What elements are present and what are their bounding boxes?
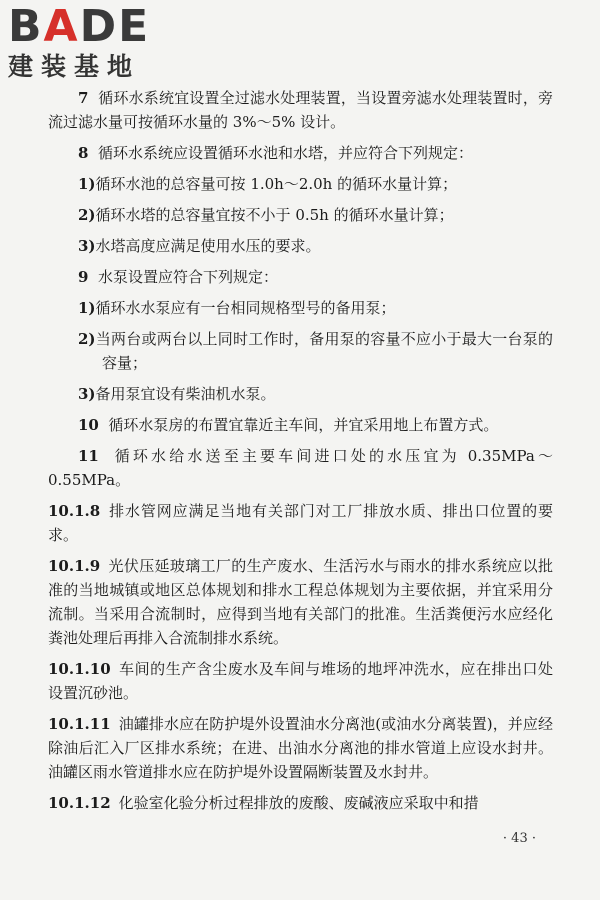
logo-subtitle: 建装基地 xyxy=(8,52,141,81)
list-item: 3)备用泵宜设有柴油机水泵。 xyxy=(78,385,276,403)
logo-wordmark: BADE xyxy=(8,1,151,52)
section-10-1-11: 10.1.11 油罐排水应在防护堤外设置油水分离池(或油水分离装置)，并应经除油后汇入厂区排水系统；在进、出油水分离池的排水管道上应设水封井。油罐区雨水管道排水应在防护堤外设置隔断装置及水封井。 xyxy=(48,715,553,781)
list-item: 1)循环水水泵应有一台相同规格型号的备用泵； xyxy=(78,299,396,317)
clause-8: 8 循环水系统应设置循环水池和水塔，并应符合下列规定： xyxy=(78,144,473,162)
logo xyxy=(8,1,173,84)
section-10-1-9: 10.1.9 光伏压延玻璃工厂的生产废水、生活污水与雨水的排水系统应以批准的当地城镇或地区总体规划和排水工程总体规划为主要依据，并宜采用分流制。当采用合流制时，应得到当地有关部门的批准。生活粪便污水应经化粪池处理后再排入合流制排水系统。 xyxy=(48,557,553,647)
clause-11: 11 循环水给水送至主要车间进口处的水压宜为 0.35MPa～0.55MPa。 xyxy=(48,447,553,489)
list-item: 1)循环水池的总容量可按 1.0h～2.0h 的循环水量计算； xyxy=(78,175,458,193)
document-body xyxy=(48,86,553,822)
section-10-1-10: 10.1.10 车间的生产含尘废水及车间与堆场的地坪冲洗水，应在排出口处设置沉砂池。 xyxy=(48,660,553,702)
list-item: 2)当两台或两台以上同时工作时，备用泵的容量不应小于最大一台泵的容量； xyxy=(78,330,553,372)
list-item: 2)循环水塔的总容量宜按不小于 0.5h 的循环水量计算； xyxy=(78,206,454,224)
section-10-1-12: 10.1.12 化验室化验分析过程排放的废酸、废碱液应采取中和措 xyxy=(48,794,479,812)
clause-9: 9 水泵设置应符合下列规定： xyxy=(78,268,278,286)
section-10-1-8: 10.1.8 排水管网应满足当地有关部门对工厂排放水质、排出口位置的要求。 xyxy=(48,502,553,544)
clause-10: 10 循环水泵房的布置宜靠近主车间，并宜采用地上布置方式。 xyxy=(78,416,499,434)
page-number: · 43 · xyxy=(502,831,536,846)
list-item: 3)水塔高度应满足使用水压的要求。 xyxy=(78,237,321,255)
clause-7: 7 循环水系统宜设置全过滤水处理装置，当设置旁滤水处理装置时，旁流过滤水量可按循环水量的 3%～5% 设计。 xyxy=(48,89,553,131)
